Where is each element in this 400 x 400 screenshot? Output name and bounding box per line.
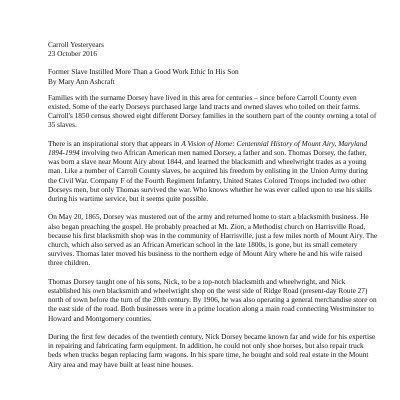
paragraph-2-rest: involving two African American men named Dorsey, a father and son. Thomas Dorsey, the father, was born a slave near Mount Airy about 1844, and learned the blacksmith and wheelwright trades as a young man. Like a number of Carroll County slaves, he acquired his freedom by enlisting in the Union Army during the Civil War. Company F of the Fourth Regiment Infantry, United States Colored Troops included two other Dorseys men, but only Thomas survived the war. Who knows whether he was ever called upon to use his skills during his wartime service, but it seems quite possible. [48, 148, 372, 204]
article-body [48, 40, 378, 378]
paragraph-2 [48, 139, 378, 203]
book-title: A Vision of Home: Centennial History of Mount Airy, Maryland 1894-1994 [48, 138, 367, 158]
article-byline: By Mary Ann Ashcraft [48, 76, 115, 86]
paragraph-3: On May 20, 1865, Dorsey was mustered out of the army and returned home to start a blacksmith business. He also began preaching the gospel. He probably preached at Mt. Zion, a Methodist church on Harrisville Road, because his first blacksmith shop was in the community of Harrisville, just a few miles north of Mount Airy. The church, which also served as an African American school in the late 1800s, is gone, but its small cemetery survives. Thomas later moved his business to the northern edge of Mount Airy where he and his wife raised three children. [48, 212, 378, 268]
publication-date: 23 October 2016 [48, 49, 98, 59]
paragraph-4: Thomas Dorsey taught one of his sons, Nick, to be a top-notch blacksmith and wheelwright, and Nick established his own blacksmith and wheelwright shop on the west side of Ridge Road (present-day Route 27) north of town before the turn of the 20th century. By 1906, he was also operating a general merchandise store on the east side of the road. Both businesses were in a prime location along a main road connecting Westminster to Howard and Montgomery counties. [48, 276, 377, 323]
paragraph-2-lead: There is an inspirational story that appears in [48, 138, 182, 148]
paragraph-1: Families with the surname Dorsey have lived in this area for centuries – since before Carroll County even existed. Some of the early Dorseys purchased large land tracts and owned slaves who toiled on their farms. Carroll's 1850 census showed eight different Dorsey families in the southern part of the county owning a total of 35 slaves. [48, 92, 377, 130]
publication-name: Carroll Yesteryears [48, 40, 104, 49]
article-title: Former Slave Instilled More Than a Good Work Ethic In His Son [48, 67, 239, 77]
paragraph-5: During the first few decades of the twentieth century, Nick Dorsey became known far and wide for his expertise in repairing and fabricating farm equipment. In addition, he could not only shoe horses, but also repair truck beds when trucks began replacing farm wagons. In his spare time, he bought and sold real estate in the Mount Airy area and may have built at least nine houses. [48, 332, 376, 369]
